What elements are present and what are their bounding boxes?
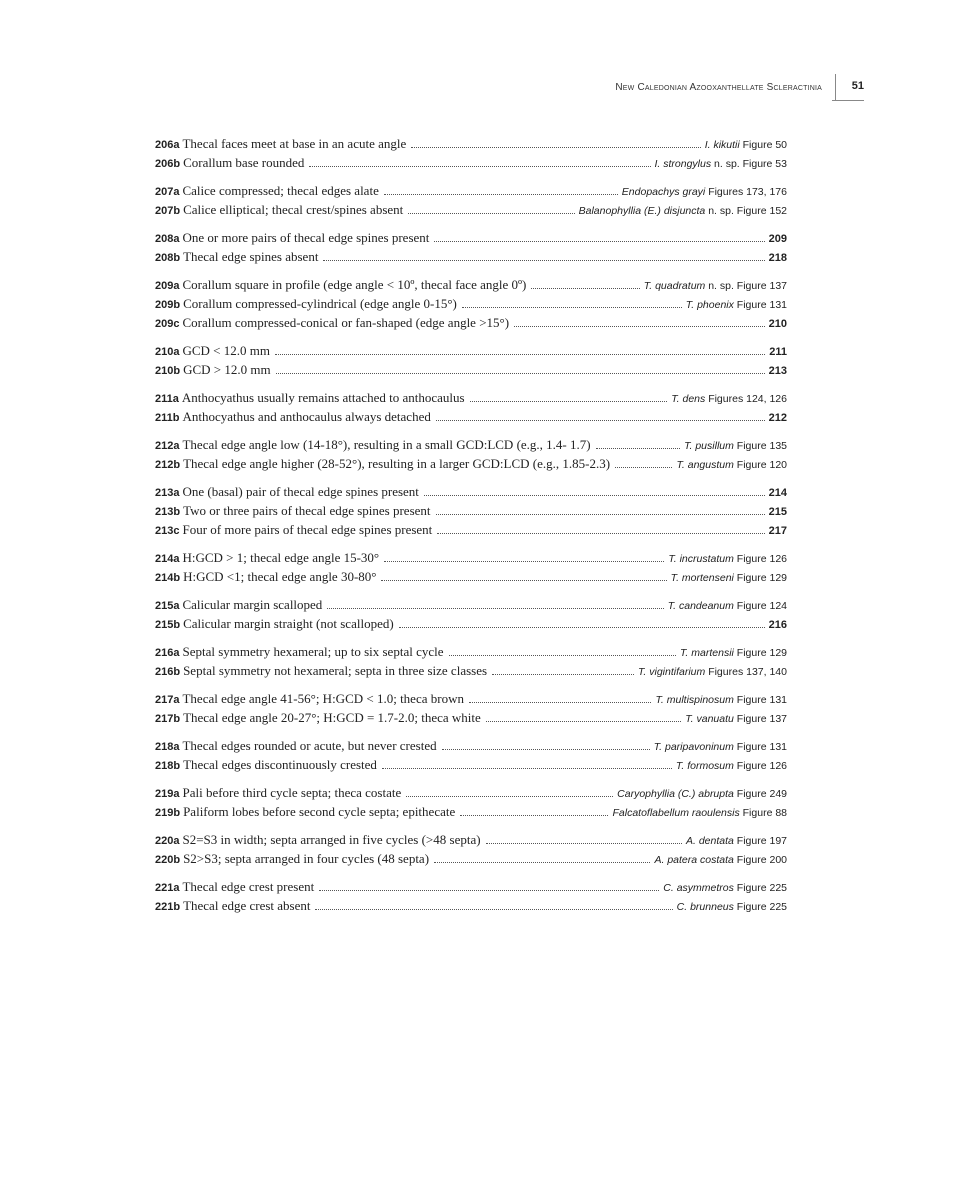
dot-leader [384,194,618,195]
key-row [155,293,787,312]
key-row [155,660,787,679]
couplet-code: 220b [155,854,181,866]
dot-leader [436,420,765,421]
couplet-code: 218b [155,760,181,772]
couplet-text: Thecal edges discontinuously crested [183,757,377,772]
taxon-result [668,553,787,565]
dot-leader [486,843,682,844]
dot-leader [406,796,613,797]
page-number: 51 [851,80,864,92]
key-row [155,519,787,538]
taxon-name: Caryophyllia (C.) abrupta [617,788,734,800]
key-row [155,152,787,171]
taxon-name: T. formosum [675,760,734,772]
taxon-result [654,741,787,753]
key-row [155,782,787,801]
couplet-text: Two or three pairs of thecal edge spines present [183,503,431,518]
couplet-group [155,594,787,632]
taxon-name: T. paripavoninum [653,741,734,753]
key-row [155,180,787,199]
couplet-text: Thecal edge angle 20-27°; H:GCD = 1.7-2.0; theca white [183,710,481,725]
couplet-code: 216b [155,666,181,678]
figure-reference: Figures 173, 176 [708,186,787,198]
taxon-name: T. incrustatum [668,553,734,565]
couplet-text: Thecal edge crest absent [183,898,311,913]
taxon-result [612,807,787,819]
couplet-code: 217a [155,694,180,706]
couplet-text: Calicular margin scalloped [182,597,323,612]
taxon-result [654,854,787,866]
dot-leader [382,768,672,769]
goto-couplet: 215 [768,506,787,518]
key-row [155,481,787,500]
dot-leader [436,514,765,515]
key-row [155,735,787,754]
taxon-name: Falcatoflabellum raoulensis [612,807,740,819]
key-row [155,707,787,726]
couplet-text: Calice elliptical; thecal crest/spines absent [183,202,404,217]
figure-reference: Figure 137 [736,713,787,725]
couplet-code: 220a [155,835,180,847]
taxon-name: Balanophyllia (E.) disjuncta [578,205,706,217]
dot-leader [408,213,574,214]
figure-reference: Figure 249 [736,788,787,800]
key-row [155,274,787,293]
taxon-result [685,713,787,725]
couplet-group [155,274,787,331]
couplet-text: GCD < 12.0 mm [182,343,270,358]
figure-reference: Figure 131 [736,694,787,706]
taxon-name: A. patera costata [654,854,734,866]
figure-reference: Figure 88 [742,807,787,819]
key-row [155,359,787,378]
couplet-code: 212b [155,459,181,471]
key-row [155,340,787,359]
couplet-group [155,876,787,914]
figure-reference: Figure 129 [736,647,787,659]
running-header [615,80,864,102]
couplet-group [155,481,787,538]
couplet-code: 218a [155,741,180,753]
key-row [155,500,787,519]
couplet-text: Anthocyathus usually remains attached to anthocaulus [181,390,465,405]
couplet-group [155,180,787,218]
dot-leader [460,815,608,816]
couplet-code: 207a [155,186,180,198]
figure-reference: Figure 124 [736,600,787,612]
dot-leader [462,307,682,308]
couplet-code: 212a [155,440,180,452]
couplet-text: Paliform lobes before second cycle septa; epithecate [183,804,456,819]
key-row [155,406,787,425]
couplet-code: 215b [155,619,181,631]
taxon-name: T. candeanum [667,600,734,612]
key-row [155,133,787,152]
couplet-code: 221a [155,882,180,894]
taxon-result [705,139,787,151]
couplet-code: 210b [155,365,181,377]
dot-leader [319,890,659,891]
figure-reference: Figures 137, 140 [708,666,787,678]
couplet-text: Thecal faces meet at base in an acute angle [182,136,407,151]
key-row [155,199,787,218]
couplet-code: 213c [155,525,180,537]
couplet-code: 209c [155,318,180,330]
dot-leader [275,354,765,355]
taxon-name: T. mortenseni [670,572,734,584]
goto-couplet: 211 [769,346,787,358]
figure-reference: Figure 225 [736,901,787,913]
goto-couplet: 212 [768,412,787,424]
key-row [155,227,787,246]
taxon-result [655,158,788,170]
dot-leader [399,627,765,628]
couplet-text: Thecal edge angle higher (28-52°), resulting in a larger GCD:LCD (e.g., 1.85-2.3) [183,456,611,471]
key-row [155,801,787,820]
couplet-group [155,829,787,867]
dot-leader [531,288,639,289]
running-title: New Caledonian Azooxanthellate Scleractinia [615,82,822,93]
dot-leader [469,702,652,703]
key-row [155,387,787,406]
dot-leader [309,166,650,167]
couplet-code: 217b [155,713,181,725]
taxon-result [668,600,787,612]
taxon-result [686,835,787,847]
dot-leader [384,561,664,562]
dot-leader [323,260,764,261]
couplet-text: S2=S3 in width; septa arranged in five cycles (>48 septa) [182,832,481,847]
couplet-text: Pali before third cycle septa; theca costate [182,785,402,800]
dot-leader [434,862,650,863]
goto-couplet: 218 [768,252,787,264]
couplet-code: 208b [155,252,181,264]
couplet-text: Thecal edges rounded or acute, but never crested [182,738,437,753]
taxon-name: C. brunneus [676,901,734,913]
dot-leader [486,721,681,722]
couplet-text: One (basal) pair of thecal edge spines present [182,484,419,499]
couplet-group [155,547,787,585]
dot-leader [315,909,672,910]
goto-couplet: 216 [768,619,787,631]
figure-reference: Figure 131 [736,741,787,753]
taxon-name: T. pusillum [684,440,734,452]
key-row [155,641,787,660]
couplet-code: 219a [155,788,180,800]
taxon-name: A. dentata [686,835,734,847]
couplet-text: Thecal edge crest present [182,879,315,894]
couplet-code: 210a [155,346,180,358]
taxon-name: I. strongylus [654,158,712,170]
header-divider [835,74,836,100]
couplet-code: 215a [155,600,180,612]
couplet-text: Thecal edge angle low (14-18°), resulting in a small GCD:LCD (e.g., 1.4- 1.7) [182,437,591,452]
goto-couplet: 210 [768,318,787,330]
figure-reference: Figure 197 [736,835,787,847]
dot-leader [437,533,764,534]
goto-couplet: 214 [768,487,787,499]
couplet-code: 209a [155,280,180,292]
couplet-group [155,340,787,378]
taxon-name: T. multispinosum [655,694,734,706]
dot-leader [411,147,700,148]
couplet-code: 206b [155,158,181,170]
key-row [155,547,787,566]
taxon-result [677,901,787,913]
taxon-name: T. vanuatu [685,713,734,725]
figure-reference: Figure 131 [736,299,787,311]
key-row [155,688,787,707]
taxon-name: T. phoenix [685,299,734,311]
couplet-text: Septal symmetry not hexameral; septa in three size classes [183,663,488,678]
couplet-text: Calice compressed; thecal edges alate [182,183,379,198]
figure-reference: Figure 120 [736,459,787,471]
figure-reference: n. sp. Figure 137 [708,280,787,292]
figure-reference: Figure 225 [736,882,787,894]
figure-reference: Figure 126 [736,553,787,565]
couplet-code: 214a [155,553,180,565]
dot-leader [424,495,765,496]
couplet-text: H:GCD > 1; thecal edge angle 15-30° [182,550,380,565]
taxon-result [622,186,787,198]
couplet-text: Corallum compressed-cylindrical (edge angle 0-15°) [183,296,457,311]
taxon-name: Endopachys grayi [621,186,706,198]
figure-reference: n. sp. Figure 152 [708,205,787,217]
couplet-text: Four of more pairs of thecal edge spines present [182,522,433,537]
taxon-result [617,788,787,800]
couplet-code: 213b [155,506,181,518]
couplet-text: One or more pairs of thecal edge spines present [182,230,430,245]
couplet-group [155,782,787,820]
key-row [155,613,787,632]
dot-leader [492,674,634,675]
taxon-result [684,440,787,452]
couplet-text: S2>S3; septa arranged in four cycles (48 septa) [183,851,430,866]
taxon-name: T. martensii [679,647,734,659]
key-row [155,312,787,331]
key-row [155,754,787,773]
couplet-code: 221b [155,901,181,913]
dot-leader [327,608,663,609]
taxon-result [655,694,787,706]
taxon-result [663,882,787,894]
couplet-code: 216a [155,647,180,659]
taxon-name: T. vigintifarium [637,666,706,678]
figure-reference: Figure 200 [736,854,787,866]
taxon-result [638,666,787,678]
couplet-text: GCD > 12.0 mm [183,362,271,377]
couplet-code: 213a [155,487,180,499]
key-row [155,876,787,895]
couplet-text: Corallum base rounded [183,155,305,170]
couplet-code: 208a [155,233,180,245]
figure-reference: Figure 50 [742,139,787,151]
figure-reference: Figure 129 [736,572,787,584]
couplet-group [155,688,787,726]
key-row [155,829,787,848]
key-row [155,246,787,265]
dot-leader [434,241,764,242]
couplet-code: 214b [155,572,181,584]
figure-reference: n. sp. Figure 53 [714,158,787,170]
dot-leader [514,326,765,327]
key-row [155,594,787,613]
dot-leader [381,580,666,581]
couplet-text: Corallum compressed-conical or fan-shaped (edge angle >15°) [182,315,510,330]
key-row [155,566,787,585]
couplet-text: Septal symmetry hexameral; up to six septal cycle [182,644,444,659]
couplet-text: Anthocyathus and anthocaulus always detached [182,409,431,424]
taxon-name: I. kikutii [704,139,740,151]
couplet-group [155,133,787,171]
couplet-text: Calicular margin straight (not scalloped) [183,616,394,631]
taxon-name: C. asymmetros [663,882,734,894]
figure-reference: Figure 126 [736,760,787,772]
goto-couplet: 217 [768,525,787,537]
key-row [155,453,787,472]
taxon-result [676,459,787,471]
couplet-code: 206a [155,139,180,151]
key-row [155,895,787,914]
couplet-code: 211a [155,393,179,405]
taxon-result [671,572,787,584]
dot-leader [442,749,650,750]
key-row [155,434,787,453]
taxon-result [579,205,787,217]
couplet-text: Thecal edge angle 41-56°; H:GCD < 1.0; theca brown [182,691,464,706]
couplet-text: Thecal edge spines absent [183,249,319,264]
taxon-name: T. quadratum [643,280,706,292]
taxon-result [671,393,787,405]
goto-couplet: 209 [768,233,787,245]
couplet-group [155,227,787,265]
taxon-result [644,280,787,292]
dot-leader [470,401,668,402]
taxon-name: T. angustum [676,459,734,471]
key-row [155,848,787,867]
taxon-result [686,299,787,311]
goto-couplet: 213 [768,365,787,377]
header-rule [832,100,864,101]
figure-reference: Figures 124, 126 [708,393,787,405]
couplet-text: H:GCD <1; thecal edge angle 30-80° [183,569,377,584]
couplet-code: 219b [155,807,181,819]
dot-leader [615,467,672,468]
couplet-code: 207b [155,205,181,217]
couplet-group [155,434,787,472]
couplet-group [155,641,787,679]
taxon-result [680,647,787,659]
identification-key [155,133,787,923]
dot-leader [276,373,765,374]
couplet-group [155,387,787,425]
taxon-name: T. dens [671,393,706,405]
couplet-code: 209b [155,299,181,311]
dot-leader [596,448,680,449]
couplet-text: Corallum square in profile (edge angle < 10º, thecal face angle 0º) [182,277,527,292]
couplet-group [155,735,787,773]
couplet-code: 211b [155,412,180,424]
figure-reference: Figure 135 [736,440,787,452]
taxon-result [676,760,787,772]
dot-leader [449,655,676,656]
